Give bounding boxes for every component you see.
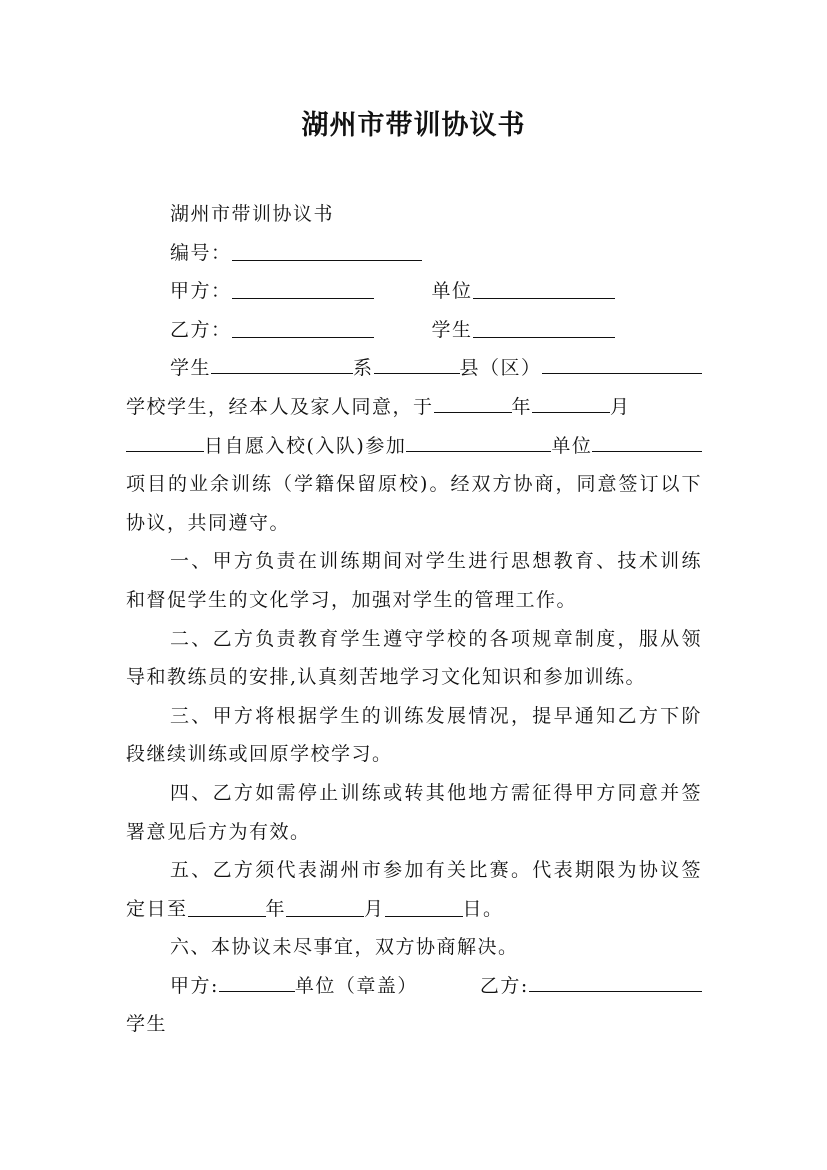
- join-day-field[interactable]: [126, 431, 204, 452]
- party-b-field[interactable]: [232, 317, 374, 338]
- term-day-label: 日。: [462, 897, 504, 920]
- join-text: 日自愿入校(入队)参加: [204, 434, 407, 457]
- student-field[interactable]: [473, 317, 615, 338]
- unit-label: 单位: [431, 280, 473, 303]
- clause-5-text: 五、乙方须代表湖州市参加有关比赛。代表期限为协议签定日至: [126, 859, 702, 920]
- intro-text-2: 学校学生，经本人及家人同意，于: [126, 395, 434, 418]
- sign-party-b-field[interactable]: [529, 971, 702, 992]
- county-field[interactable]: [542, 353, 702, 374]
- clause-6: 六、本协议未尽事宜，双方协商解决。: [170, 936, 519, 959]
- join-unit-field[interactable]: [406, 431, 551, 452]
- number-line: [126, 234, 702, 273]
- party-a-label: 甲方：: [170, 280, 232, 303]
- intro-line-2: [126, 388, 702, 427]
- party-a-field[interactable]: [232, 278, 374, 299]
- sub-title: 湖州市带训协议书: [170, 203, 335, 225]
- document-title: 湖州市带训协议书: [301, 110, 526, 141]
- clause-4: 四、乙方如需停止训练或转其他地方需征得甲方同意并签署意见后方为有效。: [126, 781, 702, 843]
- sign-party-a-field[interactable]: [219, 971, 295, 992]
- term-day-field[interactable]: [385, 896, 463, 917]
- clause-1: 一、甲方负责在训练期间对学生进行思想教育、技术训练和督促学生的文化学习，加强对学生的管理工作。: [126, 550, 702, 611]
- term-year-field[interactable]: [188, 896, 266, 917]
- number-label: 编号：: [170, 241, 232, 264]
- term-month-field[interactable]: [286, 896, 364, 917]
- signature-line: [126, 967, 702, 1006]
- unit-seal-label: 单位（章盖）: [294, 974, 418, 997]
- join-unit-label: 单位: [551, 434, 593, 457]
- intro-line-1: [126, 349, 702, 388]
- intro-rest: 项目的业余训练（学籍保留原校)。经双方协商，同意签订以下协议，共同遵守。: [126, 473, 702, 534]
- unit-field[interactable]: [473, 278, 615, 299]
- county-label: 县（区）: [459, 357, 542, 380]
- document-body: [126, 195, 702, 1044]
- term-month-label: 月: [364, 897, 385, 920]
- join-month-field[interactable]: [532, 392, 610, 413]
- year-label: 年: [511, 395, 533, 418]
- project-field[interactable]: [592, 431, 702, 452]
- party-b-label: 乙方：: [170, 318, 232, 341]
- term-year-label: 年: [265, 897, 287, 920]
- sign-party-b-label: 乙方:: [479, 974, 529, 997]
- dept-label: 系: [353, 357, 374, 380]
- intro-line-3: [126, 427, 702, 466]
- number-field[interactable]: [232, 240, 422, 261]
- clause-3: 三、甲方将根据学生的训练发展情况，提早通知乙方下阶段继续训练或回原学校学习。: [126, 704, 702, 766]
- dept-field[interactable]: [374, 353, 460, 374]
- student-name-field[interactable]: [211, 353, 353, 374]
- sign-party-a-label: 甲方:: [170, 974, 219, 997]
- party-b-line: [126, 311, 702, 350]
- sign-student-label: 学生: [126, 1013, 168, 1036]
- intro-student-label: 学生: [170, 357, 212, 380]
- party-a-line: [126, 272, 702, 311]
- clause-2: 二、乙方负责教育学生遵守学校的各项规章制度，服从领导和教练员的安排,认真刻苦地学习文化知识和参加训练。: [126, 627, 702, 689]
- month-label: 月: [610, 395, 631, 418]
- join-year-field[interactable]: [434, 392, 512, 413]
- student-label: 学生: [431, 318, 473, 341]
- clause-5: [126, 851, 702, 928]
